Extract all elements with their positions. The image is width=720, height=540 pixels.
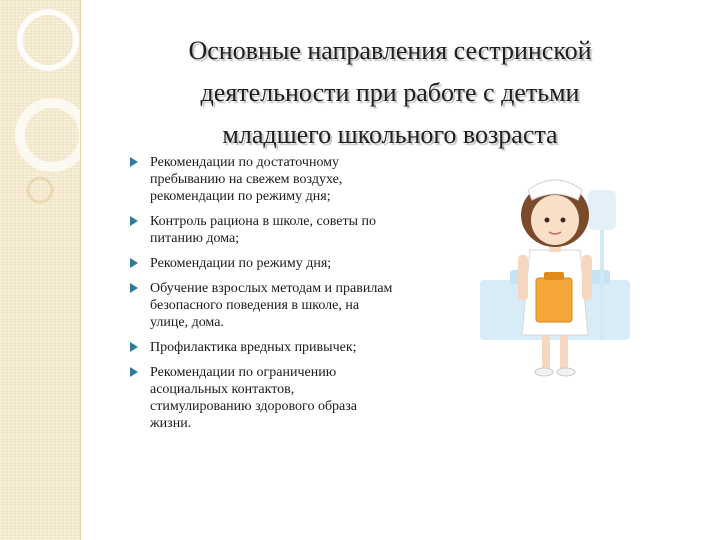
triangle-bullet-icon [130, 342, 138, 352]
bullet-text: Контроль рациона в школе, советы по питанию дома; [150, 214, 376, 246]
bullet-text: Рекомендации по режиму дня; [150, 256, 332, 271]
triangle-bullet-icon [130, 283, 138, 293]
bullet-item [130, 255, 395, 272]
decorative-rings [0, 0, 80, 540]
bullet-text: Обучение взрослых методам и правилам безопасного поведения в школе, на улице, дома. [150, 281, 393, 330]
triangle-bullet-icon [130, 216, 138, 226]
bullet-list [130, 154, 395, 440]
triangle-bullet-icon [130, 157, 138, 167]
slide-title [110, 30, 670, 156]
bullet-item [130, 280, 395, 331]
bullet-item [130, 154, 395, 205]
title-line-2: деятельности при работе с детьми [200, 78, 580, 107]
bullet-text: Рекомендации по ограничению асоциальных контактов, стимулированию здорового образа жизни. [150, 365, 358, 431]
triangle-bullet-icon [130, 367, 138, 377]
bullet-item [130, 213, 395, 247]
bullet-text: Профилактика вредных привычек; [150, 340, 357, 355]
decorative-side-band [0, 0, 81, 540]
triangle-bullet-icon [130, 258, 138, 268]
bullet-item [130, 339, 395, 356]
title-line-1: Основные направления сестринской [188, 36, 592, 65]
bullet-text: Рекомендации по достаточному пребыванию на свежем воздухе, рекомендации по режиму дня; [150, 155, 343, 204]
title-line-3: младшего школьного возраста [222, 120, 558, 149]
bullet-item [130, 364, 395, 432]
nurse-illustration [470, 160, 640, 380]
